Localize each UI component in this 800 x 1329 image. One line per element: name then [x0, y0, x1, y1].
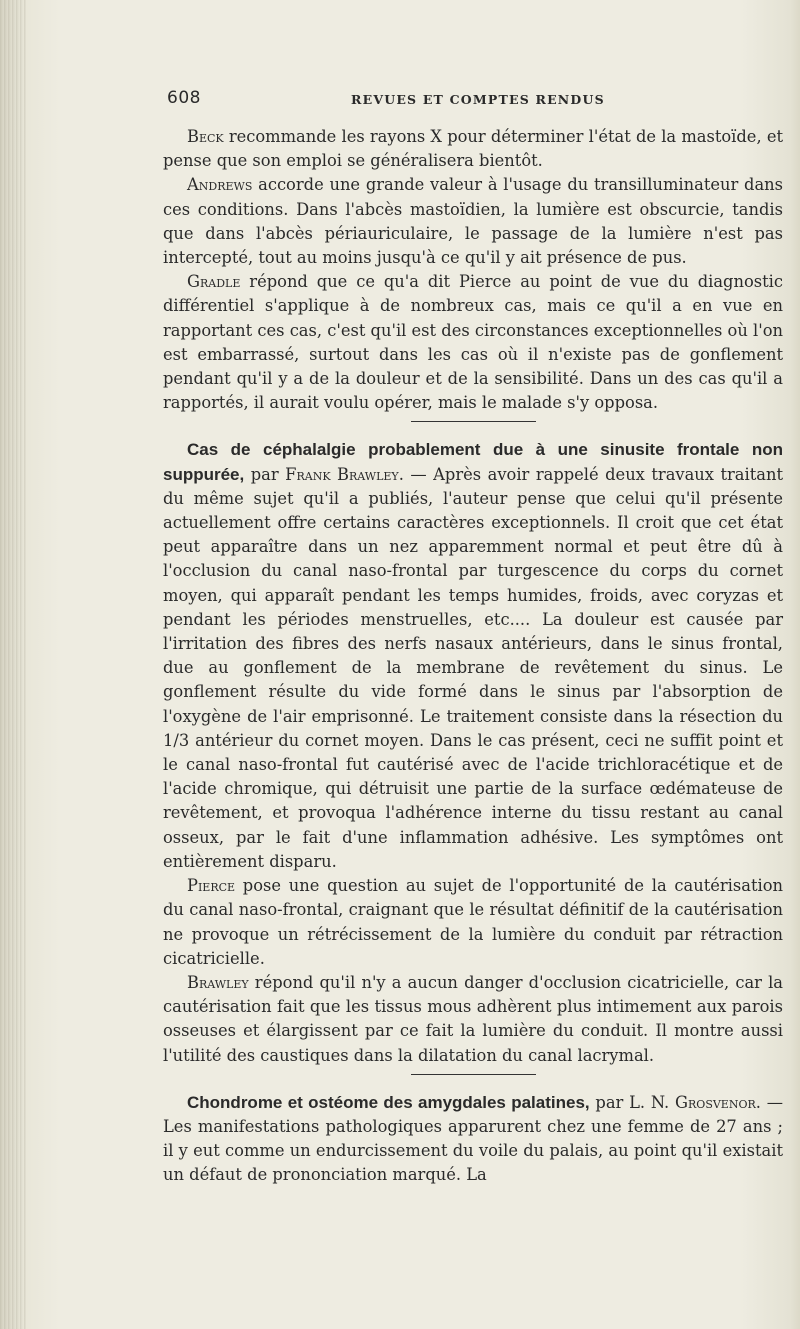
article-text: . — Les manifestations pathologiques apparurent chez une femme de 27 ans ; il y eut comme un endurcissement du voile du palais, au point qu'il existait un défaut de prononciation marqué. La	[163, 1092, 783, 1185]
article-text: . — Après avoir rappelé deux travaux traitant du même sujet qu'il a publiés, l'auteur pense que celui qu'il présente actuellement offre certains caractères exceptionnels. Il croit que cet état peut apparaître dans un nez apparemment normal et peut être dû à l'occlusion du canal naso-frontal par turgescence du corps du cornet moyen, qui apparaît pendant les temps humides, froids, avec coryzas et pendant les périodes menstruelles, etc.... La douleur est causée par l'irritation des fibres des nerfs nasaux antérieurs, dans le sinus frontal, due au gonflement de la membrane de revêtement du sinus. Le gonflement résulte du vide formé dans le sinus par l'absorption de l'oxygène de l'air emprisonné. Le traitement consiste dans la résection du 1/3 antérieur du cornet moyen. Dans le cas présent, ceci ne suffit point et le canal naso-frontal fut cautérisé avec de l'acide trichloracétique et de l'acide chromique, qui détruisit une partie de la surface œdémateuse de revêtement, et provoqua l'adhérence interne du tissu restant au canal osseux, par le fait d'une inflammation adhésive. Les symptômes ont entièrement disparu.	[163, 464, 783, 871]
article-grosvenor	[163, 1091, 783, 1188]
running-title: REVUES ET COMPTES RENDUS	[351, 92, 605, 107]
paragraph-andrews	[163, 173, 783, 270]
byline-prefix: par L. N.	[589, 1092, 676, 1112]
paragraph-text: recommande les rayons X pour déterminer l'état de la mastoïde, et pense que son emploi se généralisera bientôt.	[163, 127, 783, 171]
page-number: 608	[167, 88, 201, 108]
paragraph-text: répond que ce qu'a dit Pierce au point de vue du diagnostic différentiel s'applique à de nombreux cas, mais ce qu'il a en vue en rapportant ces cas, c'est qu'il est des circonstances exceptionnelles où l'on est embarrassé, surtout dans les cas où il n'existe pas de gonflement pendant qu'il y a de la douleur et de la sensibilité. Dans un des cas qu'il a rapportés, il aurait voulu opérer, mais le malade s'y opposa.	[163, 272, 783, 413]
page-body	[163, 125, 783, 1188]
speaker-name: Gradle	[187, 272, 241, 292]
paragraph-text: pose une question au sujet de l'opportunité de la cautérisation du canal naso-frontal, craignant que le résultat définitif de la cautérisation ne provoque un rétrécissement de la lumière du conduit par rétraction cicatricielle.	[163, 876, 783, 968]
article-author: Frank Brawley	[285, 464, 399, 484]
paragraph-pierce	[163, 874, 783, 971]
speaker-name: Brawley	[187, 972, 249, 992]
speaker-name: Beck	[187, 127, 224, 146]
section-divider	[411, 421, 536, 422]
paragraph-brawley-reply	[163, 971, 783, 1068]
speaker-name: Andrews	[187, 175, 253, 195]
paragraph-gradle	[163, 270, 783, 415]
article-author: Grosvenor	[675, 1092, 756, 1112]
book-binding-edge	[0, 0, 26, 1329]
article-brawley	[163, 438, 783, 874]
article-title: Chondrome et ostéome des amygdales palatines,	[187, 1092, 590, 1112]
paragraph-text: répond qu'il n'y a aucun danger d'occlusion cicatricielle, car la cautérisation fait que les tissus mous adhèrent plus intimement aux parois osseuses et élargissent par ce fait la lumière du conduit. Il montre aussi l'utilité des caustiques dans la dilatation du canal lacrymal.	[163, 972, 783, 1065]
byline-prefix: par	[244, 464, 286, 484]
speaker-name: Pierce	[187, 876, 236, 896]
paragraph-beck	[163, 125, 783, 173]
page-header	[167, 88, 782, 112]
article-title: Cas de céphalalgie probablement due à une sinusite frontale non suppurée,	[163, 440, 783, 484]
section-divider	[411, 1074, 536, 1075]
paragraph-text: accorde une grande valeur à l'usage du transilluminateur dans ces conditions. Dans l'abcès mastoïdien, la lumière est obscurcie, tandis que dans l'abcès périauriculaire, le passage de la lumière n'est pas intercepté, tout au moins jusqu'à ce qu'il y ait présence de pus.	[163, 175, 783, 268]
